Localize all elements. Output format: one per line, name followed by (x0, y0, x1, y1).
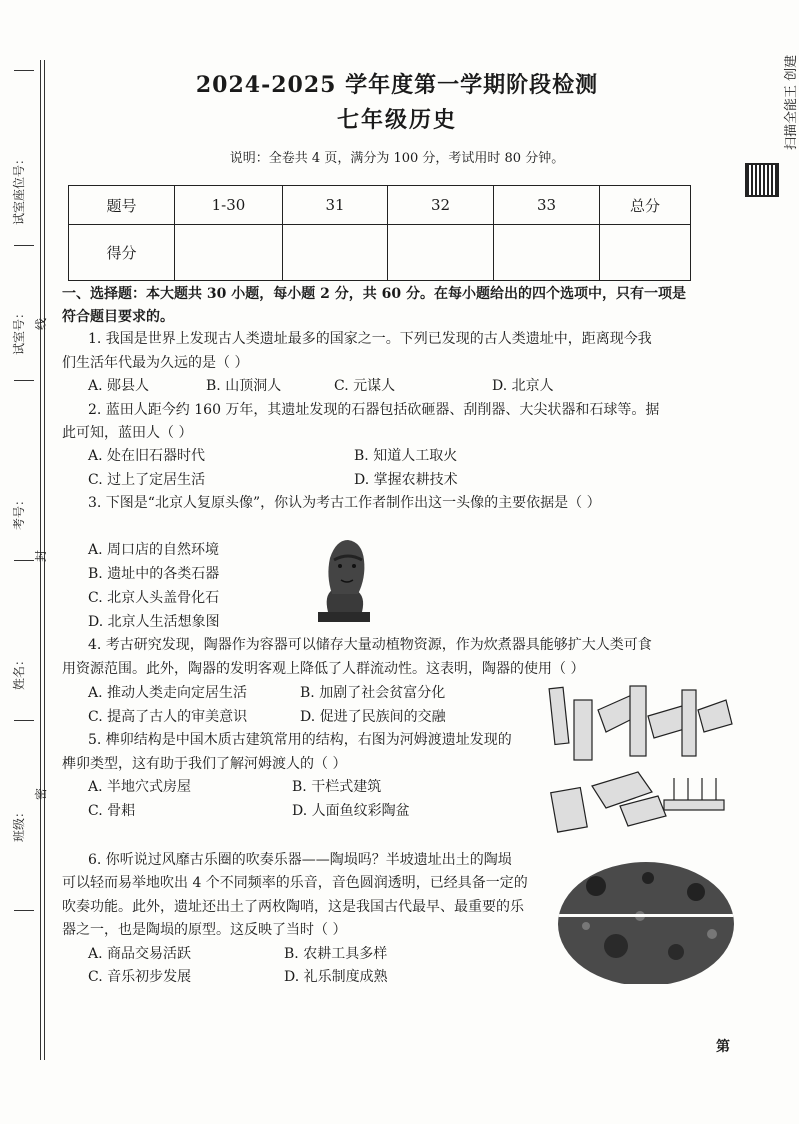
exam-number-label: 考号： (12, 493, 26, 530)
q4-stem-line2: 用资源范围。此外，陶器的发明客观上降低了人群流动性。这表明，陶器的使用（ ） (62, 661, 585, 677)
q1-stem-line2: 们生活年代最为久远的是（ ） (62, 355, 249, 371)
q5-option-c[interactable]: C. 骨耜 (88, 803, 136, 819)
q4-option-a[interactable]: A. 推动人类走向定居生活 (88, 685, 248, 701)
exam-instructions: 说明：全卷共 4 页，满分为 100 分，考试用时 80 分钟。 (229, 151, 565, 166)
q6-option-b[interactable]: B. 农耕工具多样 (284, 946, 388, 962)
q5-stem-line1: 5. 榫卯结构是中国木质古建筑常用的结构，右图为河姆渡遗址发现的 (88, 732, 512, 748)
q1-option-d[interactable]: D. 北京人 (492, 378, 554, 394)
q4-option-d[interactable]: D. 促进了民族间的交融 (300, 709, 446, 725)
class-underline (14, 720, 34, 721)
q1-option-b[interactable]: B. 山顶洞人 (206, 378, 282, 394)
q1-stem-line1: 1. 我国是世界上发现古人类遗址最多的国家之一。下列已发现的古人类遗址中，距离现今我 (88, 331, 652, 347)
exam-title: 2024-2025 学年度第一学期阶段检测 (195, 72, 599, 98)
name-underline (14, 560, 34, 561)
q4-option-c[interactable]: C. 提高了古人的审美意识 (88, 709, 248, 725)
seal-mark: 封 (34, 549, 48, 562)
q4-stem-line1: 4. 考古研究发现，陶器作为容器可以储存大量动植物资源，作为炊煮器具能够扩大人类可食 (88, 637, 652, 653)
room-number-label: 试室号： (12, 306, 26, 355)
section-heading-line1: 一、选择题：本大题共 30 小题，每小题 2 分，共 60 分。在每小题给出的四个选项中，只有一项是 (62, 286, 686, 302)
header-cell: 31 (283, 186, 388, 225)
page-number-fragment: 第 (716, 1039, 730, 1055)
score-cell[interactable] (283, 225, 388, 281)
class-label: 班级： (12, 805, 26, 842)
q2-option-a[interactable]: A. 处在旧石器时代 (88, 448, 206, 464)
exam-subtitle: 七年级历史 (336, 107, 457, 133)
q6-stem-line2: 可以轻而易举地吹出 4 个不同频率的乐音，音色圆润透明，已经具备一定的 (62, 875, 528, 891)
q5-stem-line2: 榫卯类型，这有助于我们了解河姆渡人的（ ） (62, 756, 347, 772)
score-cell[interactable] (175, 225, 283, 281)
seat-number-label: 试室座位号： (12, 152, 26, 225)
score-table-score-row (69, 225, 691, 281)
pottery-xun-image (556, 856, 736, 984)
bottom-underline (14, 910, 34, 911)
q2-option-d[interactable]: D. 掌握农耕技术 (354, 472, 458, 488)
qr-code-icon (745, 163, 779, 197)
q6-option-d[interactable]: D. 礼乐制度成熟 (284, 969, 388, 985)
header-cell: 总分 (600, 186, 691, 225)
q2-option-c[interactable]: C. 过上了定居生活 (88, 472, 206, 488)
q1-option-c[interactable]: C. 元谋人 (334, 378, 396, 394)
room-underline (14, 245, 34, 246)
header-cell: 题号 (69, 186, 175, 225)
score-cell[interactable] (494, 225, 600, 281)
score-cell[interactable] (600, 225, 691, 281)
exam-underline (14, 380, 34, 381)
q3-option-d[interactable]: D. 北京人生活想象图 (88, 614, 220, 630)
section-heading-line2: 符合题目要求的。 (62, 309, 174, 325)
q1-option-a[interactable]: A. 郧县人 (88, 378, 150, 394)
q6-option-c[interactable]: C. 音乐初步发展 (88, 969, 192, 985)
q3-option-b[interactable]: B. 遗址中的各类石器 (88, 566, 220, 582)
q2-option-b[interactable]: B. 知道人工取火 (354, 448, 458, 464)
q6-stem-line1: 6. 你听说过风靡古乐圈的吹奏乐器——陶埙吗？半坡遗址出土的陶埙 (88, 852, 512, 868)
q6-option-a[interactable]: A. 商品交易活跃 (88, 946, 192, 962)
q2-stem-line2: 此可知，蓝田人（ ） (62, 425, 193, 441)
q6-stem-line4: 器之一，也是陶埙的原型。这反映了当时（ ） (62, 922, 347, 938)
peking-man-bust-image (314, 536, 374, 624)
line-mark: 线 (34, 317, 48, 330)
q5-option-b[interactable]: B. 干栏式建筑 (292, 779, 382, 795)
seal-mark-2: 密 (34, 787, 48, 800)
scanner-watermark: 扫描全能王 创建 (784, 54, 799, 150)
q3-option-a[interactable]: A. 周口店的自然环境 (88, 542, 220, 558)
header-cell: 32 (388, 186, 494, 225)
score-table-header-row (69, 186, 691, 225)
header-cell: 1-30 (175, 186, 283, 225)
mortise-tenon-image (548, 680, 738, 840)
q3-stem-line1: 3. 下图是“北京人复原头像”，你认为考古工作者制作出这一头像的主要依据是（ ） (88, 495, 601, 511)
score-label-cell: 得分 (69, 225, 175, 281)
q3-option-c[interactable]: C. 北京人头盖骨化石 (88, 590, 220, 606)
score-cell[interactable] (388, 225, 494, 281)
q5-option-d[interactable]: D. 人面鱼纹彩陶盆 (292, 803, 410, 819)
name-label: 姓名： (12, 653, 26, 690)
q6-stem-line3: 吹奏功能。此外，遗址还出土了两枚陶哨，这是我国古代最早、最重要的乐 (62, 899, 524, 915)
score-table (68, 185, 691, 281)
q4-option-b[interactable]: B. 加剧了社会贫富分化 (300, 685, 446, 701)
q5-option-a[interactable]: A. 半地穴式房屋 (88, 779, 192, 795)
header-cell: 33 (494, 186, 600, 225)
q2-stem-line1: 2. 蓝田人距今约 160 万年，其遗址发现的石器包括砍砸器、刮削器、大尖状器和石球等。据 (88, 402, 660, 418)
